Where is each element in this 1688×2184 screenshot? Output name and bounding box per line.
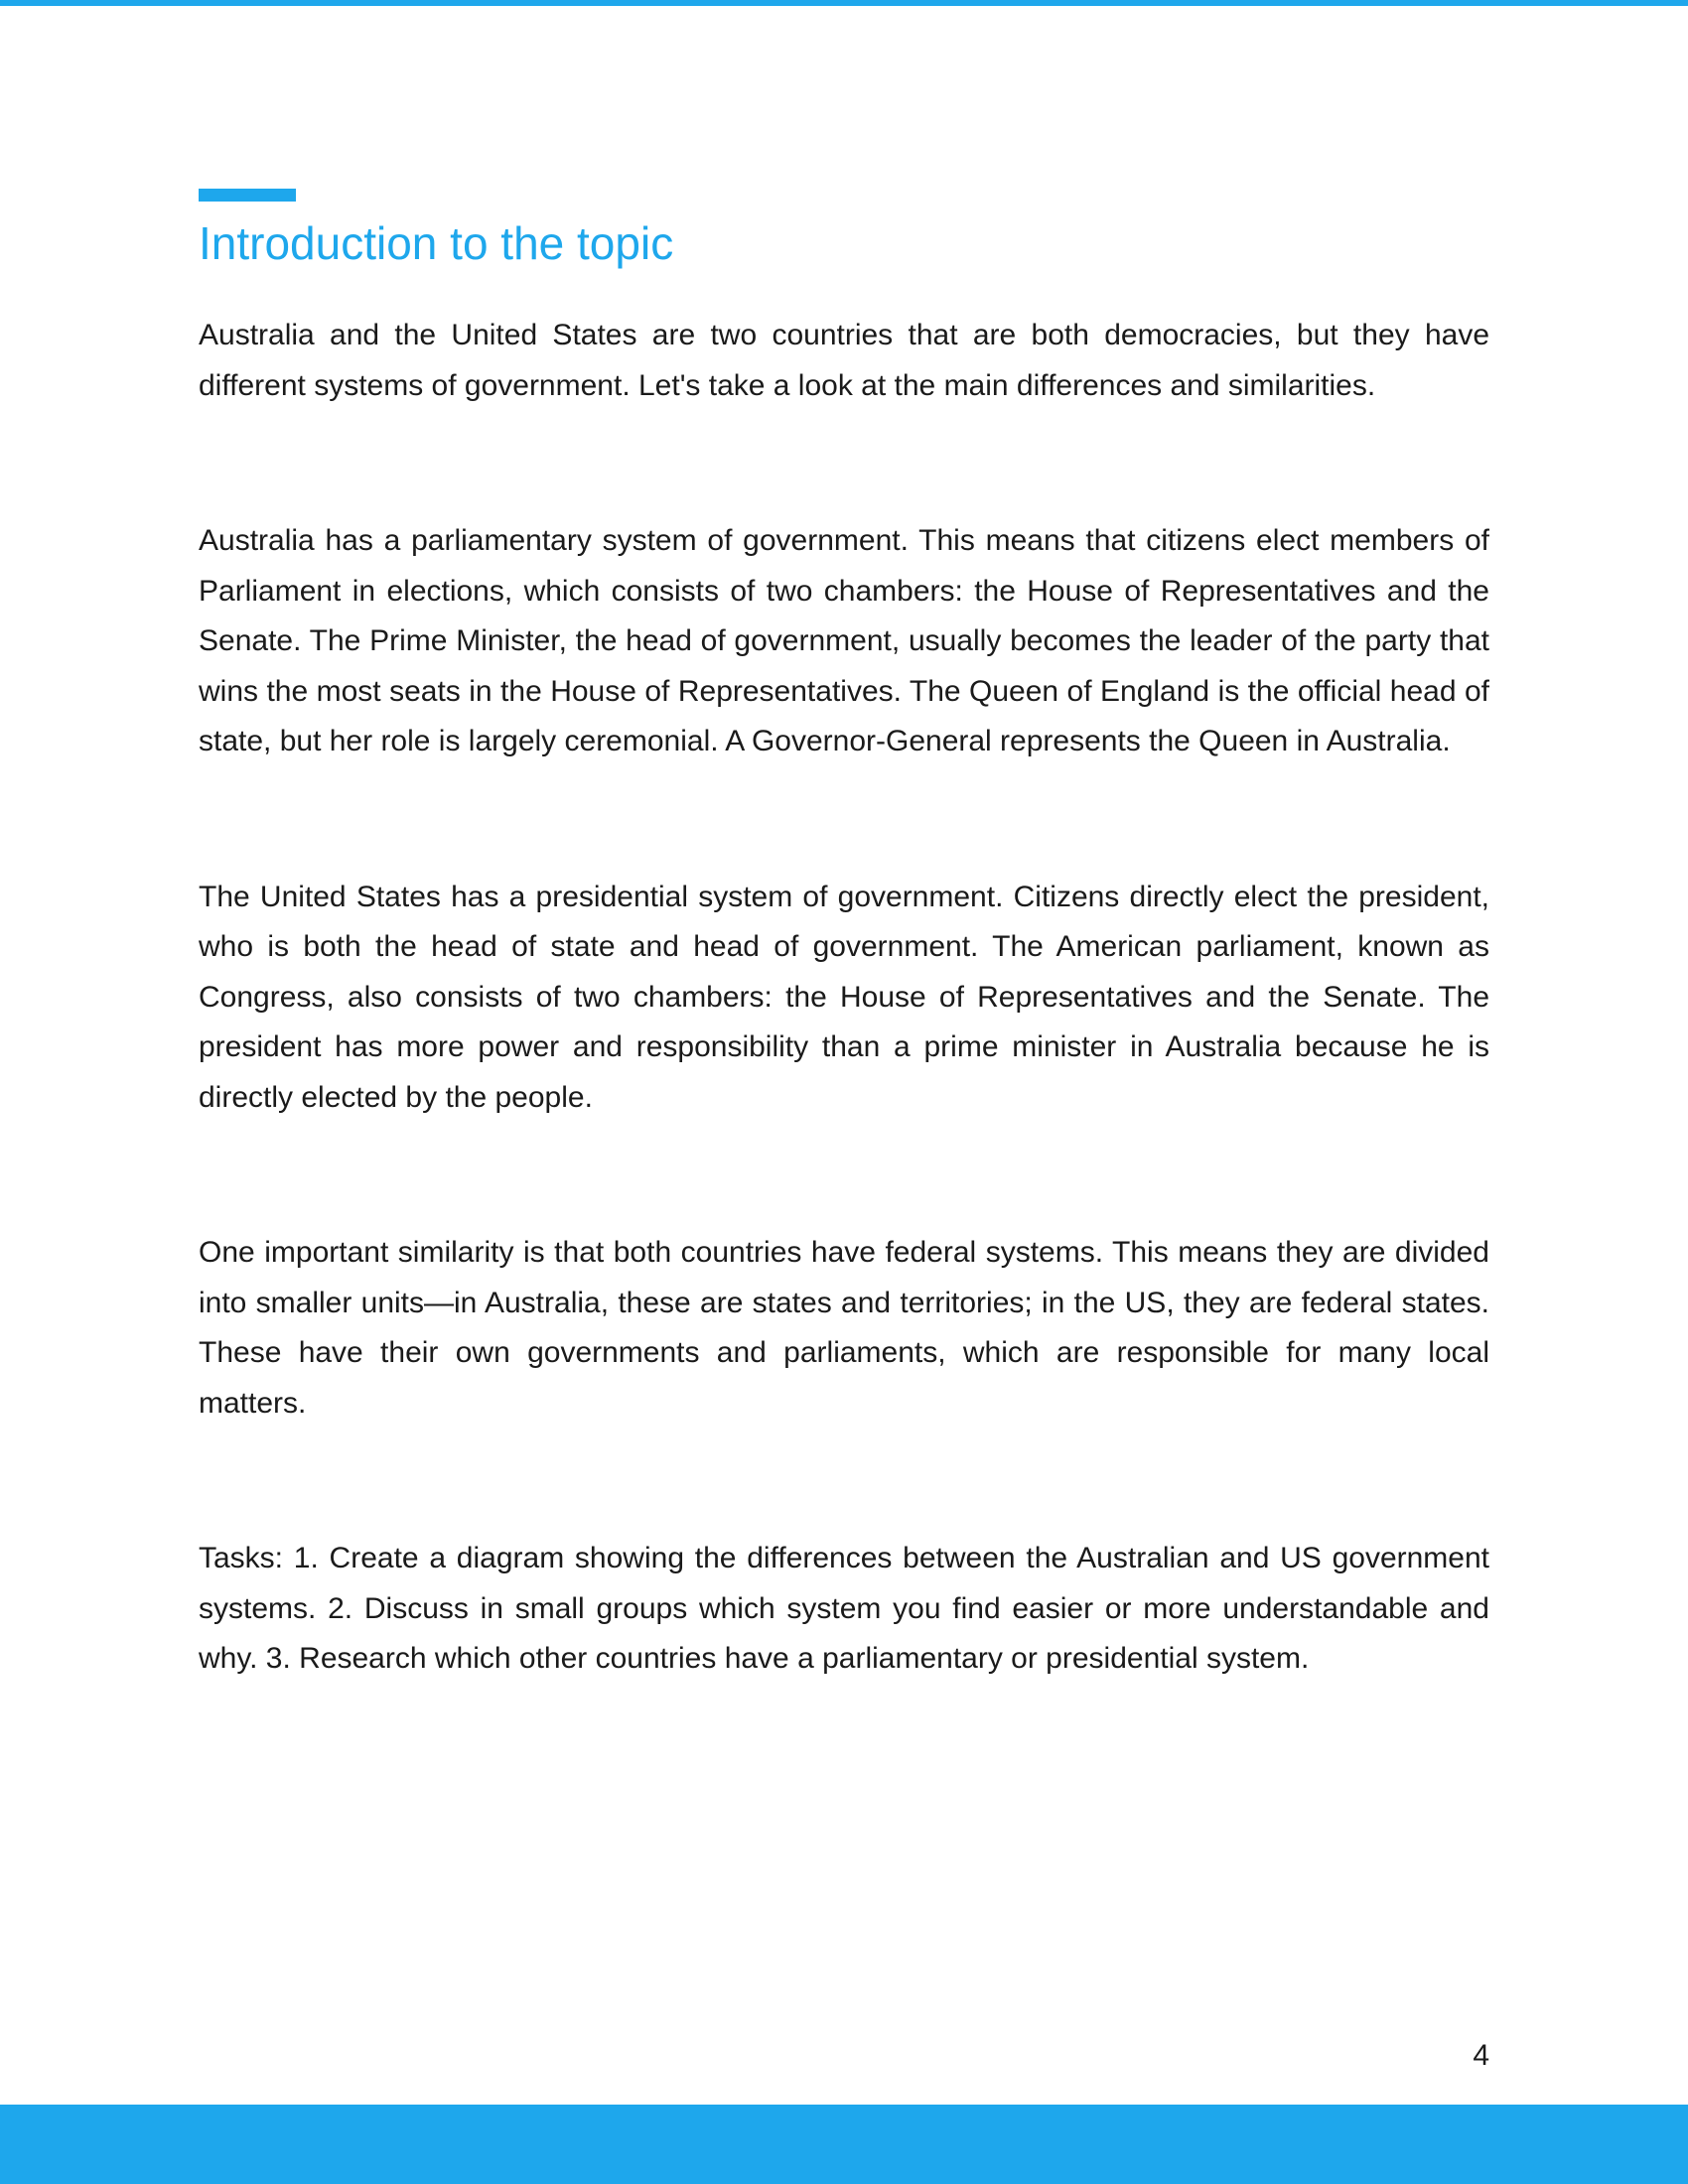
paragraph-australia: Australia has a parliamentary system of government. This means that citizens elect members of Parliament in elections, which consists of two chambers: the House of Representatives and the Senate. The Prime Minister, the head of government, usually becomes the leader of the party that wins the most seats in the House of Representatives. The Queen of England is the official head of state, but her role is largely ceremonial. A Governor-General represents the Queen in Australia. [199,524,1489,757]
paragraph-intro: Australia and the United States are two countries that are both democracies, but they have different systems of government. Let's take a look at the main differences and similarities. [199,319,1489,402]
section-heading: Introduction to the topic [199,217,674,269]
heading-accent-bar [199,189,296,202]
footer-band [0,2105,1688,2184]
paragraph-similarity: One important similarity is that both countries have federal systems. This means they are divided into smaller units—in Australia, these are states and territories; in the US, they are federal states. These have their own governments and parliaments, which are responsible for many local matters. [199,1236,1489,1420]
paragraph-united-states: The United States has a presidential system of government. Citizens directly elect the president, who is both the head of state and head of government. The American parliament, known as Congress, also consists of two chambers: the House of Representatives and the Senate. The president has more power and responsibility than a prime minister in Australia because he is directly elected by the people. [199,880,1489,1114]
top-accent-rule [0,0,1688,6]
page-content [199,189,1489,1685]
page-number: 4 [1473,2039,1489,2072]
paragraph-tasks: Tasks: 1. Create a diagram showing the differences between the Australian and US government systems. 2. Discuss in small groups which system you find easier or more understandable and why. 3. Research which other countries have a parliamentary or presidential system. [199,1542,1489,1675]
